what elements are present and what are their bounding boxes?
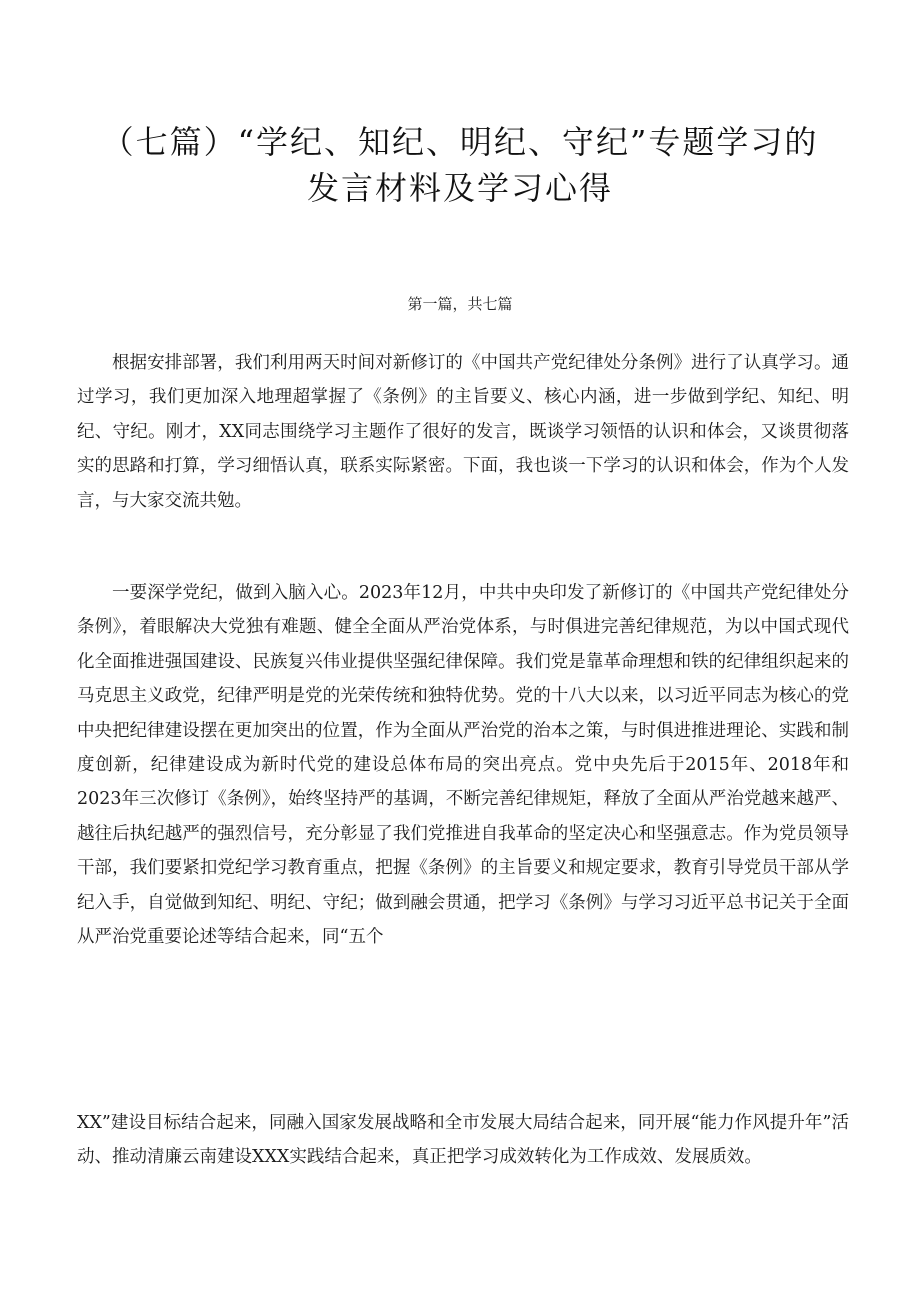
document-title-line-1: （七篇）“学纪、知纪、明纪、守纪”专题学习的 — [101, 123, 819, 161]
paragraph-1: 根据安排部署，我们利用两天时间对新修订的《中国共产党纪律处分条例》进行了认真学习。通过学习，我们更加深入地理超掌握了《条例》的主旨要义、核心内涵，进一步做到学纪、知纪、明纪、守纪。刚才，XX同志围绕学习主题作了很好的发言，既谈学习领悟的认识和体会，又谈贯彻落实的思路和打算，学习细悟认真，联系实际紧密。下面，我也谈一下学习的认识和体会，作为个人发言，与大家交流共勉。 — [77, 353, 849, 511]
document-title-line-2: 发言材料及学习心得 — [306, 169, 613, 207]
paragraph-3: XX”建设目标结合起来，同融入国家发展战略和全市发展大局结合起来，同开展“能力作风提升年”活动、推动清廉云南建设XXX实践结合起来，真正把学习成效转化为工作成效、发展质效。 — [77, 1113, 849, 1168]
section-subtitle: 第一篇，共七篇 — [407, 295, 513, 313]
paragraph-2: 一要深学党纪，做到入脑入心。2023年12月，中共中央印发了新修订的《中国共产党纪律处分条例》，着眼解决大党独有难题、健全全面从严治党体系，与时俱进完善纪律规范，为以中国式现代化全面推进强国建设、民族复兴伟业提供坚强纪律保障。我们党是靠革命理想和铁的纪律组织起来的马克思主义政党，纪律严明是党的光荣传统和独特优势。党的十八大以来，以习近平同志为核心的党中央把纪律建设摆在更加突出的位置，作为全面从严治党的治本之策，与时俱进推进理论、实践和制度创新，纪律建设成为新时代党的建设总体布局的突出亮点。党中央先后于2015年、2018年和2023年三次修订《条例》，始终坚持严的基调，不断完善纪律规矩，释放了全面从严治党越来越严、越往后执纪越严的强烈信号，充分彰显了我们党推进自我革命的坚定决心和坚强意志。作为党员领导干部，我们要紧扣党纪学习教育重点，把握《条例》的主旨要义和规定要求，教育引导党员干部从学纪入手，自觉做到知纪、明纪、守纪；做到融会贯通，把学习《条例》与学习习近平总书记关于全面从严治党重要论述等结合起来，同“五个 — [77, 583, 849, 948]
